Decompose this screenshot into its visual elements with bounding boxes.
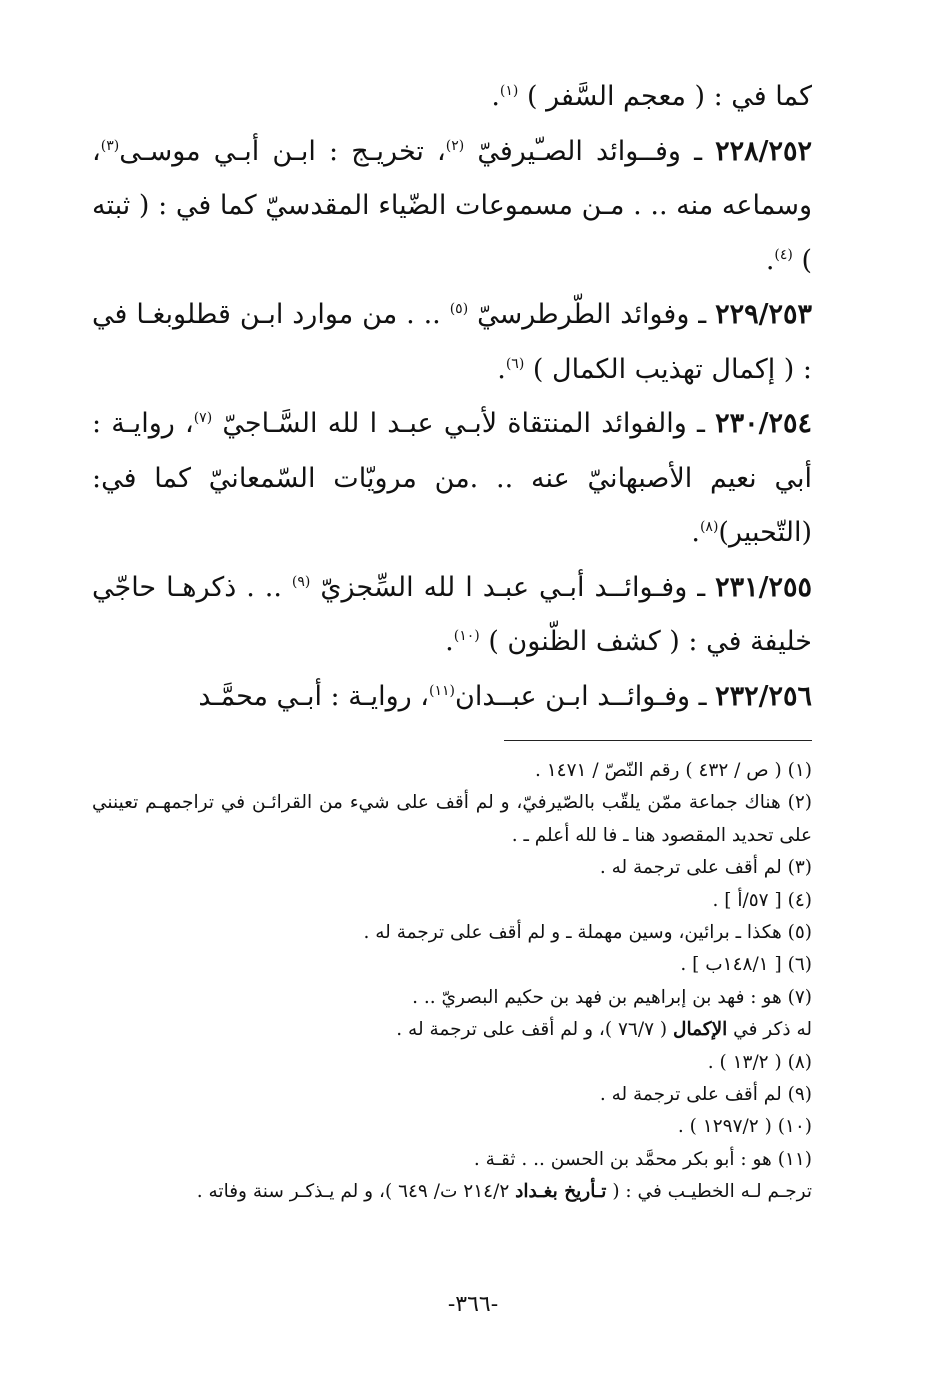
footnote-7-line-2: له ذكر في الإكمال ( ٧٦/٧ )، و لم أقف على ترجمة له . <box>396 1019 812 1041</box>
footnote-ref: (٦) <box>505 355 525 372</box>
footnote-ref: (١١) <box>429 682 455 699</box>
footnote-1: (١) ( ص / ٤٣٢ ) رقم النّصّ / ١٤٧١ . <box>534 760 812 781</box>
footnote-ref: (١٠) <box>453 628 480 644</box>
footnote-7: (٧) هو : فهد بن إبراهيم بن فهد بن حكيم البصريّ .. . له ذكر في الإكمال ( ٧٦/٧ )، و لم أقف على ترجمة له . <box>92 982 812 1047</box>
entry-number: ٢٣٢/٢٥٦ <box>715 680 812 712</box>
entry-number: ٢٣٠/٢٥٤ <box>715 408 812 439</box>
entry-number: ٢٢٨/٢٥٢ <box>715 135 812 167</box>
footnote-9: (٩) لم أقف على ترجمة له . <box>599 1084 812 1106</box>
footnote-6: (٦) [ ١٤٨/١ب ] . <box>680 954 812 976</box>
footnote-ref: (٩) <box>291 573 311 590</box>
footnote-ref: (٧) <box>193 410 213 426</box>
entry-252: ٢٢٨/٢٥٢ ـ وفــوائد الصـّيرفيّ $^{(٢)}$، تخريـج : ابـن أبـي موسـى$^{(٣)}$، وسماعه منه .. . مـن مسموعات الضّياء المقدسيّ كما في : ( ثبته ) $^{(٤)}$. <box>92 135 812 276</box>
footnote-ref: (٢) <box>445 137 465 154</box>
footnote-ref: (١) <box>499 83 519 99</box>
footnote-ref: (٣) <box>100 137 120 154</box>
footnote-3: (٣) لم أقف على ترجمة له . <box>599 857 812 879</box>
footnote-ref: (٥) <box>449 301 469 317</box>
footnotes <box>92 755 812 1209</box>
entry-256: ٢٣٢/٢٥٦ ـ وفـوائــد ابـن عبــدان$^{(١١)}$، روايـة : أبـي محمَّـد <box>198 680 812 712</box>
entry-253: ٢٢٩/٢٥٣ ـ وفوائد الطّرطرسيّ $^{(٥)}$ .. . من موارد ابـن قطلوبغـا في : ( إكمال تهذيب الكمال ) $^{(٦)}$. <box>92 299 812 385</box>
footnote-2: (٢) هناك جماعة ممّن يلقّب بالصّيرفيّ، و لم أقف على شيء من القرائـن في تراجمهـم تعينني على تحديد المقصود هنا ـ فا لله أعلم ـ . <box>92 792 812 846</box>
footnote-ref: (٤) <box>774 246 793 263</box>
footnote-ref: (٨) <box>699 519 719 535</box>
footnote-11-line-2: ترجـم لـه الخطيـب في : ( تـأريخ بغـداد ٢١٤/٢ ت/ ٦٤٩ )، و لم يـذكـر سنة وفاته . <box>196 1181 812 1203</box>
entry-255: ٢٣١/٢٥٥ ـ وفـوائــد أبـي عبـد ا لله السِّجزيّ $^{(٩)}$ .. . ذكرهـا حاجّي خليفة في : ( كشف الظّنون ) $^{(١٠)}$. <box>92 571 812 657</box>
footnote-10: (١٠) ( ١٢٩٧/٢ ) . <box>677 1116 812 1138</box>
entry-number: ٢٣١/٢٥٥ <box>715 571 812 603</box>
entry-254: ٢٣٠/٢٥٤ ـ والفوائد المنتقاة لأبـي عبـد ا لله السَّـاجيّ $^{(٧)}$، روايـة : أبي نعيم الأصبهانيّ عنه .. .من مرويّات السّمعانيّ كما في:(التّحبير)$^{(٨)}$. <box>92 408 812 548</box>
page-number: -٣٦٦- <box>447 1292 499 1317</box>
page-body <box>92 70 812 1209</box>
footnote-8: (٨) ( ١٣/٢ ) . <box>707 1051 812 1073</box>
footnote-4: (٤) [ ٥٧/أ ] . <box>712 889 812 911</box>
main-text <box>92 70 812 724</box>
footnote-11: (١١) هو : أبو بكر محمَّد بن الحسن .. . ثقـة . ترجـم لـه الخطيـب في : ( تـأريخ بغـداد ٢١٤/٢ ت/ ٦٤٩ )، و لم يـذكـر سنة وفاته . <box>92 1144 812 1209</box>
entry-continuation: كما في : ( معجم السَّفر ) $^{(١)}$. <box>491 81 812 112</box>
footnote-separator <box>504 740 812 741</box>
footnote-5: (٥) هكذا ـ برائين، وسين مهملة ـ و لم أقف على ترجمة له . <box>363 922 812 944</box>
entry-number: ٢٢٩/٢٥٣ <box>715 299 812 330</box>
